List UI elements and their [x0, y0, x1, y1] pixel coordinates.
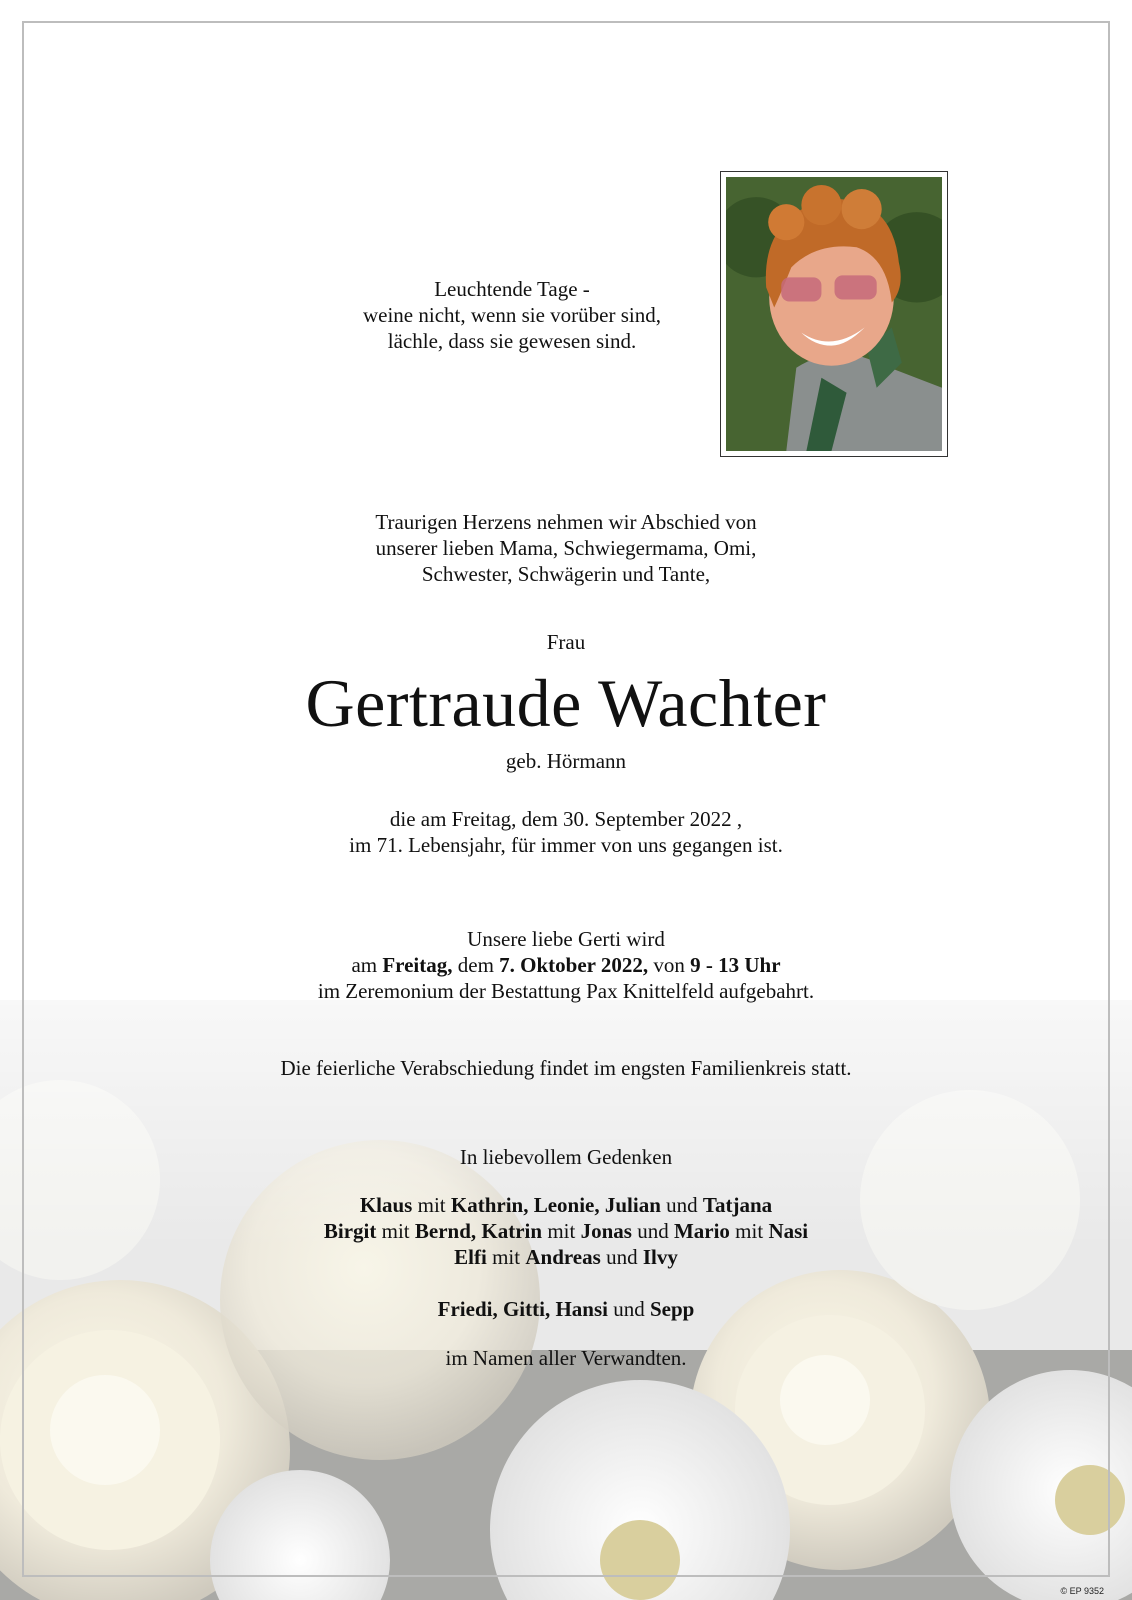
farewell-ceremony: Die feierliche Verabschiedung findet im engsten Familienkreis statt.	[280, 1056, 852, 1080]
text: am	[351, 953, 383, 977]
memory-heading: In liebevollem Gedenken	[459, 1145, 673, 1169]
death-line: die am Freitag, dem 30. September 2022 ,	[389, 807, 743, 831]
viewing-line-2	[0, 952, 1132, 978]
mourner: Andreas	[525, 1245, 601, 1269]
viewing-date: 7. Oktober 2022,	[499, 953, 649, 977]
mourner: Tatjana	[702, 1193, 773, 1217]
intro-line: Traurigen Herzens nehmen wir Abschied von	[375, 510, 757, 534]
farewell-intro	[0, 509, 1132, 587]
siblings-line	[0, 1296, 1132, 1322]
intro-line: unserer lieben Mama, Schwiegermama, Omi,	[375, 536, 757, 560]
text: mit	[376, 1219, 415, 1243]
death-announcement	[0, 806, 1132, 858]
viewing-line-1: Unsere liebe Gerti wird	[467, 927, 665, 951]
poem	[312, 276, 712, 354]
death-line: im 71. Lebensjahr, für immer von uns gegangen ist.	[349, 833, 783, 857]
mourner: Ilvy	[642, 1245, 678, 1269]
text: und	[660, 1193, 703, 1217]
text: dem	[452, 953, 500, 977]
mourners-line	[0, 1218, 1132, 1244]
mourners-list	[0, 1192, 1132, 1270]
poem-line: lächle, dass sie gewesen sind.	[387, 329, 637, 353]
text: von	[648, 953, 691, 977]
salutation: Frau	[546, 630, 586, 654]
viewing-time: 9 - 13 Uhr	[690, 953, 781, 977]
mourner: Elfi	[454, 1245, 487, 1269]
mourner: Kathrin, Leonie, Julian	[450, 1193, 661, 1217]
deceased-name: Gertraude Wachter	[305, 665, 827, 741]
relatives-closing: im Namen aller Verwandten.	[445, 1346, 687, 1370]
mourner: Jonas	[580, 1219, 632, 1243]
text: mit	[729, 1219, 769, 1243]
mourner: Birgit	[323, 1219, 377, 1243]
mourner: Friedi, Gitti, Hansi	[437, 1297, 608, 1321]
viewing-line-3: im Zeremonium der Bestattung Pax Knittelfeld aufgebahrt.	[317, 979, 815, 1003]
viewing-day: Freitag,	[382, 953, 453, 977]
mourner: Nasi	[768, 1219, 809, 1243]
mourners-line	[0, 1296, 1132, 1322]
copyright-mark: © EP 9352	[1060, 1586, 1104, 1596]
text: und	[600, 1245, 643, 1269]
poem-line: Leuchtende Tage -	[434, 277, 590, 301]
maiden-name: geb. Hörmann	[505, 749, 627, 773]
mourner: Bernd, Katrin	[414, 1219, 543, 1243]
mourners-line	[0, 1192, 1132, 1218]
mourner: Sepp	[649, 1297, 695, 1321]
text: und	[607, 1297, 650, 1321]
mourner: Mario	[673, 1219, 730, 1243]
mourner: Klaus	[359, 1193, 413, 1217]
text: mit	[486, 1245, 526, 1269]
text: mit	[412, 1193, 451, 1217]
intro-line: Schwester, Schwägerin und Tante,	[421, 562, 711, 586]
portrait-photo	[726, 177, 942, 451]
poem-line: weine nicht, wenn sie vorüber sind,	[362, 303, 661, 327]
text: mit	[542, 1219, 581, 1243]
mourners-line	[0, 1244, 1132, 1270]
portrait-photo-frame	[720, 171, 948, 457]
viewing-info	[0, 926, 1132, 1004]
text: und	[631, 1219, 674, 1243]
